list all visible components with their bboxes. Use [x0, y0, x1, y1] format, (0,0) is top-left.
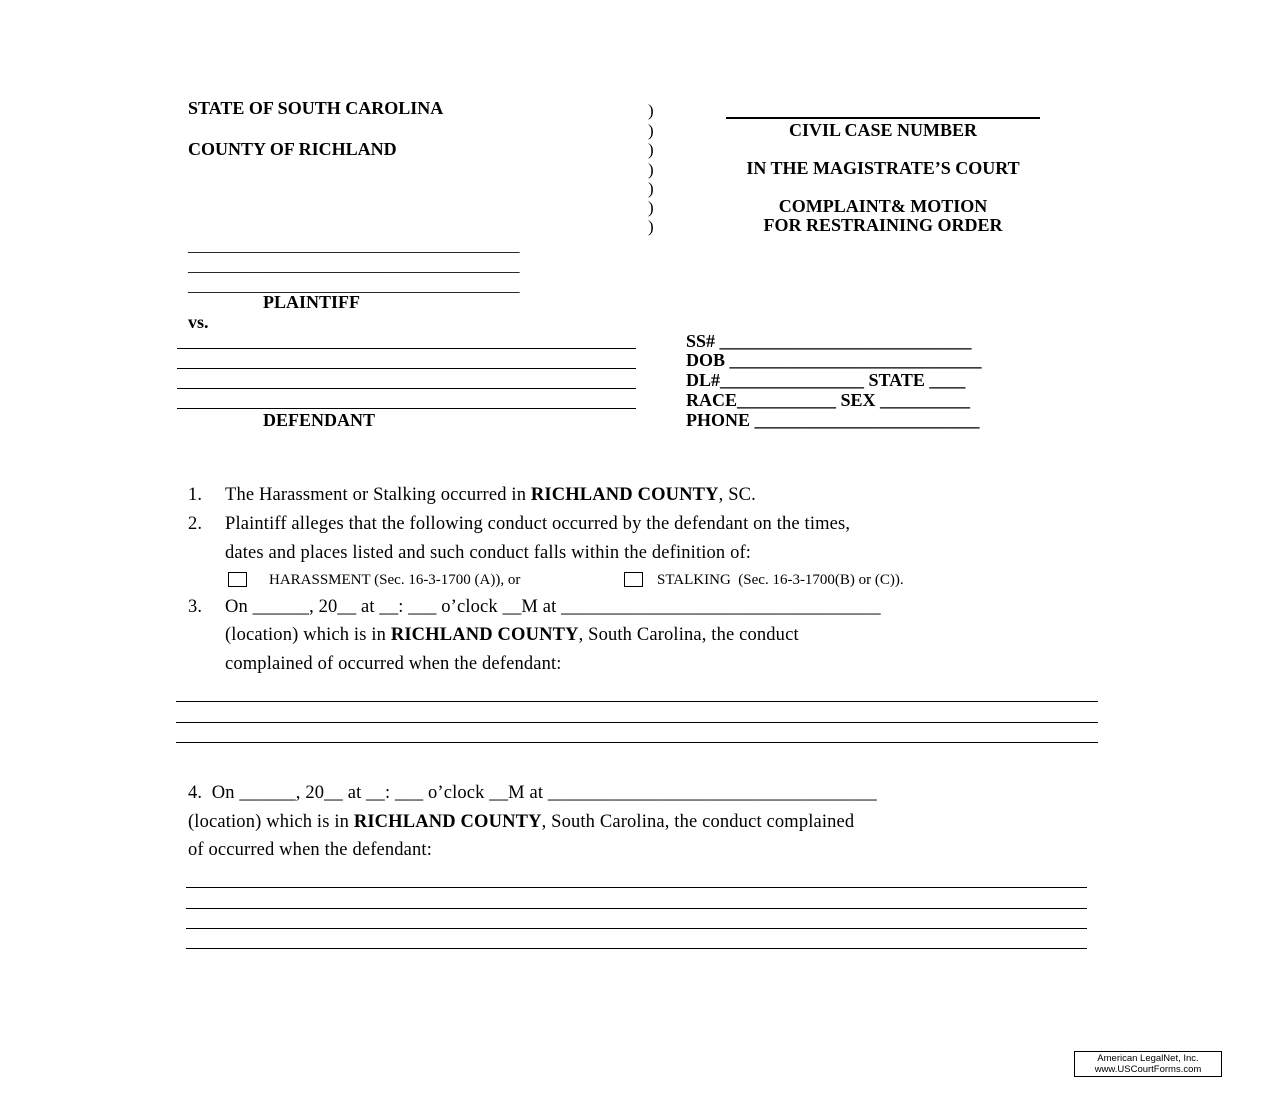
plaintiff-city-line[interactable]: _______________________________________ [188, 276, 520, 295]
case-number-line[interactable] [726, 117, 1040, 119]
item-3-line2-pre: (location) which is in [225, 625, 391, 645]
item-2-line1: Plaintiff alleges that the following conduct occurred by the defendant on the times, [225, 514, 851, 534]
item-3-line2-post: , South Carolina, the conduct [578, 625, 799, 645]
item-3-conduct-line[interactable] [176, 742, 1098, 743]
item-4-line2-pre: (location) which is in [188, 812, 354, 832]
paren: ) [648, 121, 654, 140]
item-1-text [225, 484, 756, 506]
plaintiff-label: PLAINTIFF [263, 292, 361, 312]
form-title-line2: FOR RESTRAINING ORDER [763, 215, 1003, 235]
item-3-line3: complained of occurred when the defendant: [225, 654, 562, 674]
item-4-conduct-line[interactable] [186, 948, 1087, 949]
defendant-address-line[interactable] [177, 368, 636, 369]
court-heading: IN THE MAGISTRATE’S COURT [746, 158, 1020, 178]
item-1-pre: The Harassment or Stalking occurred in [225, 485, 531, 505]
harassment-checkbox[interactable] [228, 572, 247, 587]
state-heading: STATE OF SOUTH CAROLINA [188, 98, 444, 118]
item-3-line2 [225, 624, 799, 646]
item-4-conduct-line[interactable] [186, 908, 1087, 909]
paren: ) [648, 179, 654, 198]
item-4-line2-post: , South Carolina, the conduct complained [541, 812, 855, 832]
vs-label: vs. [188, 312, 209, 332]
dob-field[interactable]: DOB ____________________________ [686, 350, 982, 370]
item-4-line1[interactable]: 4. On ______, 20__ at __: ___ o’clock __M at ___________________________________ [188, 783, 877, 803]
phone-field[interactable]: PHONE _________________________ [686, 410, 980, 430]
item-4-line3: of occurred when the defendant: [188, 840, 433, 860]
paren: ) [648, 217, 654, 236]
publisher-url: www.USCourtForms.com [1094, 1064, 1202, 1075]
case-number-label: CIVIL CASE NUMBER [788, 120, 978, 140]
publisher-badge [1074, 1051, 1222, 1077]
ss-field[interactable]: SS# ____________________________ [686, 331, 972, 351]
item-3-county: RICHLAND COUNTY [390, 625, 579, 645]
plaintiff-address-line[interactable]: _______________________________________ [188, 256, 520, 275]
item-2-number: 2. [188, 514, 203, 534]
paren: ) [648, 140, 654, 159]
item-3-line1[interactable]: On ______, 20__ at __: ___ o’clock __M at __________________________________ [225, 597, 881, 617]
dl-state-field[interactable]: DL#________________ STATE ____ [686, 370, 966, 390]
item-3-conduct-line[interactable] [176, 722, 1098, 723]
item-3-conduct-line[interactable] [176, 701, 1098, 702]
county-heading: COUNTY OF RICHLAND [188, 139, 397, 159]
race-sex-field[interactable]: RACE___________ SEX __________ [686, 390, 971, 410]
harassment-option-label: HARASSMENT (Sec. 16-3-1700 (A)), or [269, 572, 521, 588]
item-1-number: 1. [188, 485, 203, 505]
paren: ) [648, 101, 654, 120]
plaintiff-name-line[interactable]: _______________________________________ [188, 236, 520, 255]
defendant-extra-line[interactable] [177, 408, 636, 409]
item-4-county: RICHLAND COUNTY [353, 812, 542, 832]
stalking-checkbox[interactable] [624, 572, 643, 587]
defendant-name-line[interactable] [177, 348, 636, 349]
paren: ) [648, 198, 654, 217]
item-3-number: 3. [188, 597, 203, 617]
publisher-name: American LegalNet, Inc. [1097, 1053, 1199, 1064]
item-2-line2: dates and places listed and such conduct falls within the definition of: [225, 543, 752, 563]
item-4-line2 [188, 811, 854, 833]
item-1-county: RICHLAND COUNTY [530, 485, 719, 505]
stalking-option-label: STALKING (Sec. 16-3-1700(B) or (C)). [657, 572, 904, 588]
item-4-conduct-line[interactable] [186, 928, 1087, 929]
item-1-post: , SC. [718, 485, 756, 505]
defendant-label: DEFENDANT [263, 410, 376, 430]
paren: ) [648, 160, 654, 179]
form-title-line1: COMPLAINT& MOTION [778, 196, 988, 216]
defendant-city-line[interactable] [177, 388, 636, 389]
item-4-conduct-line[interactable] [186, 887, 1087, 888]
